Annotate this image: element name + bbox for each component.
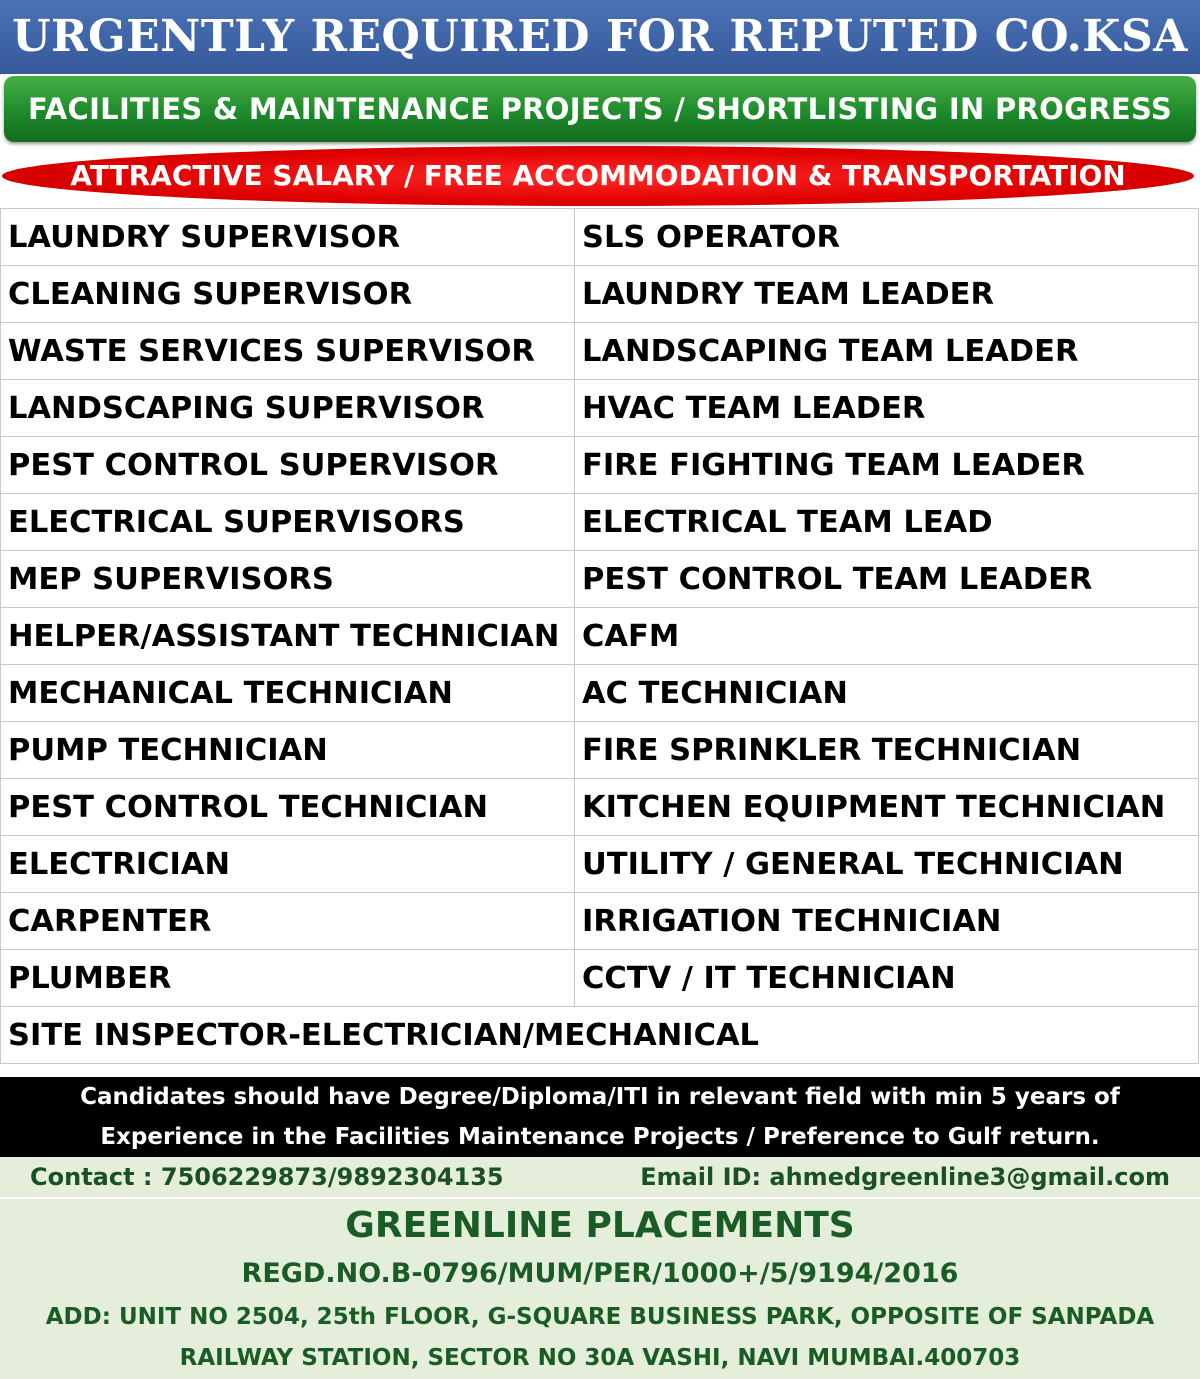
- table-row: [1, 893, 1199, 950]
- table-row: [1, 665, 1199, 722]
- table-row: [1, 551, 1199, 608]
- job-positions-table: [0, 208, 1199, 1064]
- benefits-banner: ATTRACTIVE SALARY / FREE ACCOMMODATION & TRANSPORTATION: [2, 146, 1194, 206]
- registration-number: REGD.NO.B-0796/MUM/PER/1000+/5/9194/2016: [241, 1258, 959, 1289]
- job-title: AC TECHNICIAN: [575, 665, 1199, 722]
- job-title: PUMP TECHNICIAN: [1, 722, 575, 779]
- contact-row: [0, 1157, 1200, 1199]
- requirements-bar: [0, 1077, 1200, 1157]
- requirements-line-2: Experience in the Facilities Maintenance Projects / Preference to Gulf return.: [100, 1124, 1100, 1150]
- page-title: URGENTLY REQUIRED FOR REPUTED CO.KSA: [0, 0, 1200, 74]
- job-title: CCTV / IT TECHNICIAN: [575, 950, 1199, 1007]
- job-title: CLEANING SUPERVISOR: [1, 266, 575, 323]
- table-row: [1, 494, 1199, 551]
- table-row: [1, 608, 1199, 665]
- table-row: [1, 950, 1199, 1007]
- table-row: [1, 437, 1199, 494]
- job-title: LANDSCAPING TEAM LEADER: [575, 323, 1199, 380]
- table-row: [1, 1007, 1199, 1064]
- job-title: SITE INSPECTOR-ELECTRICIAN/MECHANICAL: [1, 1007, 1199, 1064]
- job-title: ELECTRICAL SUPERVISORS: [1, 494, 575, 551]
- job-title: FIRE SPRINKLER TECHNICIAN: [575, 722, 1199, 779]
- table-row: [1, 836, 1199, 893]
- job-title: CAFM: [575, 608, 1199, 665]
- contact-email[interactable]: Email ID: ahmedgreenline3@gmail.com: [640, 1163, 1170, 1191]
- job-title: PLUMBER: [1, 950, 575, 1007]
- job-title: HVAC TEAM LEADER: [575, 380, 1199, 437]
- table-row: [1, 323, 1199, 380]
- contact-phone[interactable]: Contact : 7506229873/9892304135: [30, 1163, 504, 1191]
- job-title: MEP SUPERVISORS: [1, 551, 575, 608]
- job-title: UTILITY / GENERAL TECHNICIAN: [575, 836, 1199, 893]
- job-title: CARPENTER: [1, 893, 575, 950]
- table-row: [1, 779, 1199, 836]
- job-title: FIRE FIGHTING TEAM LEADER: [575, 437, 1199, 494]
- table-row: [1, 209, 1199, 266]
- job-title: MECHANICAL TECHNICIAN: [1, 665, 575, 722]
- job-title: SLS OPERATOR: [575, 209, 1199, 266]
- job-title: LANDSCAPING SUPERVISOR: [1, 380, 575, 437]
- job-title: HELPER/ASSISTANT TECHNICIAN: [1, 608, 575, 665]
- job-positions-body: [1, 209, 1199, 1064]
- job-title: ELECTRICIAN: [1, 836, 575, 893]
- subtitle-banner: FACILITIES & MAINTENANCE PROJECTS / SHORTLISTING IN PROGRESS: [4, 76, 1196, 142]
- job-title: ELECTRICAL TEAM LEAD: [575, 494, 1199, 551]
- job-title: PEST CONTROL TEAM LEADER: [575, 551, 1199, 608]
- table-row: [1, 380, 1199, 437]
- job-title: KITCHEN EQUIPMENT TECHNICIAN: [575, 779, 1199, 836]
- job-title: PEST CONTROL TECHNICIAN: [1, 779, 575, 836]
- address-line-1: ADD: UNIT NO 2504, 25th FLOOR, G-SQUARE BUSINESS PARK, OPPOSITE OF SANPADA: [45, 1304, 1155, 1330]
- table-row: [1, 266, 1199, 323]
- job-title: PEST CONTROL SUPERVISOR: [1, 437, 575, 494]
- job-title: WASTE SERVICES SUPERVISOR: [1, 323, 575, 380]
- job-title: LAUNDRY SUPERVISOR: [1, 209, 575, 266]
- requirements-line-1: Candidates should have Degree/Diploma/ITI in relevant field with min 5 years of: [80, 1084, 1120, 1110]
- job-title: LAUNDRY TEAM LEADER: [575, 266, 1199, 323]
- agency-name: GREENLINE PLACEMENTS: [345, 1205, 855, 1246]
- footer: [0, 1157, 1200, 1379]
- table-row: [1, 722, 1199, 779]
- address-line-2: RAILWAY STATION, SECTOR NO 30A VASHI, NAVI MUMBAI.400703: [179, 1345, 1021, 1371]
- job-title: IRRIGATION TECHNICIAN: [575, 893, 1199, 950]
